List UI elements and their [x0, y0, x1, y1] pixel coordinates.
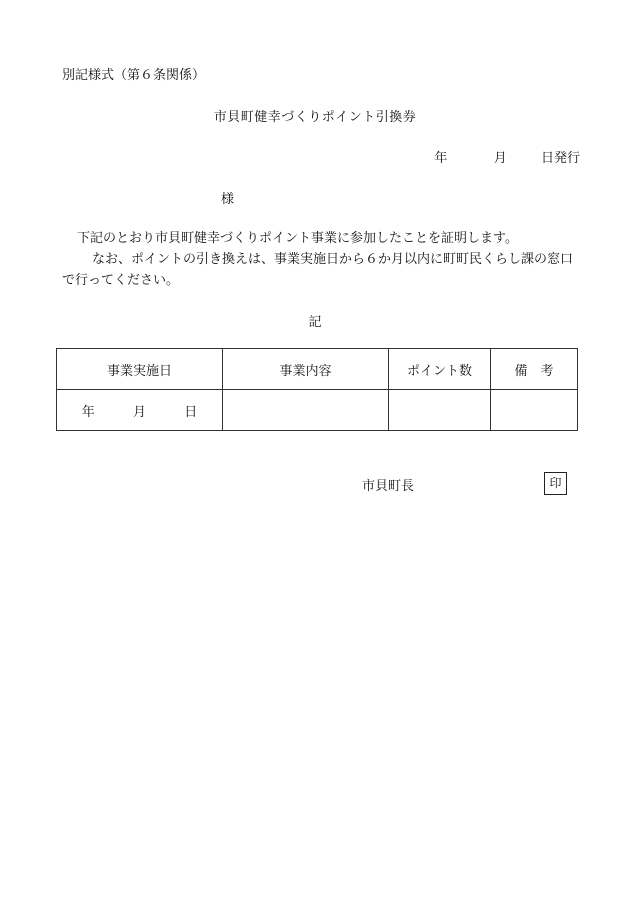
table-header-row	[57, 349, 578, 390]
table-row	[57, 390, 578, 431]
header-points: ポイント数	[389, 349, 491, 390]
cell-event-content[interactable]	[223, 390, 389, 431]
body-text	[62, 228, 582, 291]
issue-month-label: 月	[493, 151, 507, 166]
date-month-label: 月	[132, 404, 146, 420]
date-day-label: 日	[184, 404, 198, 420]
form-label: 別記様式（第６条関係）	[62, 68, 206, 83]
date-year-label: 年	[81, 404, 95, 420]
ki-heading: 記	[308, 315, 322, 330]
issue-year-label: 年	[434, 151, 448, 166]
mayor-title: 市貝町長	[362, 479, 415, 494]
header-event-content: 事業内容	[223, 349, 389, 390]
header-remarks: 備 考	[491, 349, 578, 390]
record-table	[56, 348, 578, 431]
certification-paragraph: 下記のとおり市貝町健幸づくりポイント事業に参加したことを証明します。	[77, 231, 518, 246]
cell-remarks[interactable]	[491, 390, 578, 431]
document-title: 市貝町健幸づくりポイント引換券	[213, 110, 417, 125]
cell-event-date[interactable]	[57, 390, 223, 431]
issue-date	[434, 147, 580, 166]
seal-stamp: 印	[544, 472, 567, 495]
issue-day-label: 日発行	[540, 151, 580, 166]
notice-paragraph: なお、ポイントの引き換えは、事業実施日から６か月以内に町町民くらし課の窓口で行ってください。	[62, 252, 574, 288]
addressee-suffix: 様	[221, 192, 235, 207]
header-event-date: 事業実施日	[57, 349, 223, 390]
cell-points[interactable]	[389, 390, 491, 431]
